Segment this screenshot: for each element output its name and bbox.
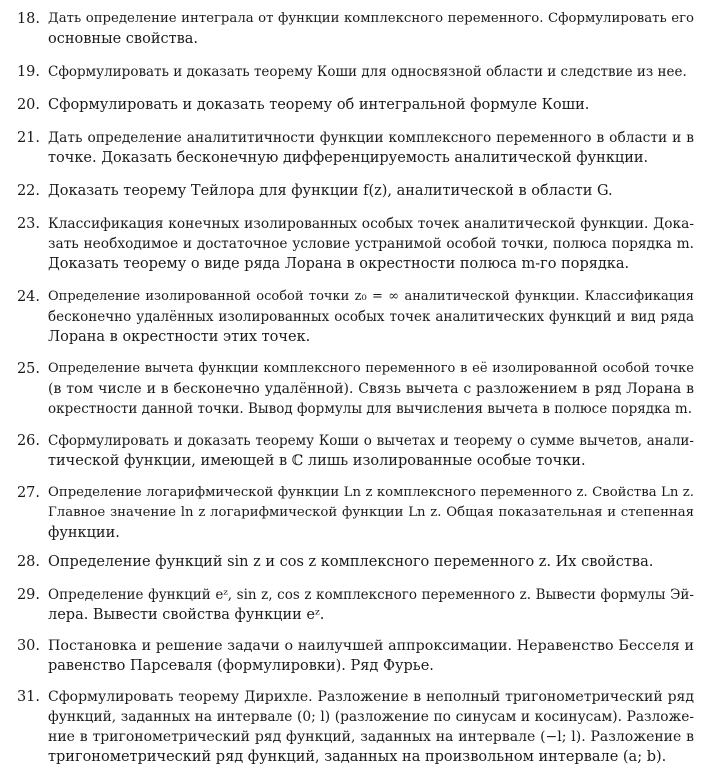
- question-line: Дать определение аналититичности функции комплексного переменного в области и в: [48, 130, 694, 146]
- question-number: 18.: [16, 11, 40, 27]
- question-line: окрестности данной точки. Вывод формулы для вычисления вычета в полюсе порядка m.: [48, 401, 692, 417]
- question-number: 28.: [16, 554, 40, 570]
- question-number: 31.: [16, 689, 40, 705]
- question-number: 21.: [16, 130, 40, 146]
- question-line: (в том числе и в бесконечно удалённой). Связь вычета с разложением в ряд Лорана в: [48, 381, 694, 397]
- question-number: 27.: [16, 485, 40, 501]
- question-line: ние в тригонометрический ряд функций, заданных на интервале (−l; l). Разложение в: [48, 729, 694, 745]
- question-line: зать необходимое и достаточное условие устранимой особой точки, полюса порядка m.: [48, 236, 694, 252]
- question-line: Сформулировать и доказать теорему Коши для односвязной области и следствие из нее.: [48, 64, 687, 80]
- question-line: основные свойства.: [48, 31, 199, 47]
- question-line: равенство Парсеваля (формулировки). Ряд Фурье.: [48, 658, 434, 674]
- question-number: 23.: [16, 216, 40, 232]
- question-line: Определение логарифмической функции Ln z комплексного переменного z. Свойства Ln z.: [48, 485, 694, 500]
- question-number: 19.: [16, 64, 40, 80]
- question-line: тической функции, имеющей в ℂ лишь изолированные особые точки.: [48, 453, 586, 469]
- question-line: Определение функций eᶻ, sin z, cos z комплексного переменного z. Вывести формулы Эй-: [48, 587, 694, 603]
- question-line: Доказать теорему о виде ряда Лорана в окрестности полюса m-го порядка.: [48, 256, 630, 272]
- question-line: Классификация конечных изолированных особых точек аналитической функции. Дока-: [48, 216, 694, 232]
- question-line: точке. Доказать бесконечную дифференцируемость аналитической функции.: [48, 150, 649, 166]
- question-line: Сформулировать и доказать теорему Коши о вычетах и теорему о сумме вычетов, анали-: [48, 433, 694, 449]
- question-line: функций, заданных на интервале (0; l) (разложение по синусам и косинусам). Разложе-: [48, 709, 694, 725]
- question-number: 29.: [16, 587, 40, 603]
- question-line: Сформулировать теорему Дирихле. Разложение в неполный тригонометрический ряд: [48, 689, 694, 705]
- question-number: 24.: [16, 289, 40, 305]
- question-line: Доказать теорему Тейлора для функции f(z), аналитической в области G.: [48, 183, 613, 199]
- question-number: 22.: [16, 183, 40, 199]
- question-line: тригонометрический ряд функций, заданных на произвольном интервале (a; b).: [48, 749, 667, 765]
- question-line: функции.: [48, 525, 120, 541]
- question-line: Определение изолированной особой точки z₀ = ∞ аналитической функции. Классификация: [48, 289, 694, 304]
- question-line: Главное значение ln z логарифмической функции Ln z. Общая показательная и степенная: [48, 505, 694, 520]
- question-number: 30.: [16, 638, 40, 654]
- question-line: Сформулировать и доказать теорему об интегральной формуле Коши.: [48, 97, 590, 113]
- question-number: 25.: [16, 361, 40, 377]
- question-line: лера. Вывести свойства функции eᶻ.: [48, 607, 325, 623]
- question-line: Дать определение интеграла от функции комплексного переменного. Сформулировать его: [48, 11, 694, 26]
- question-line: Определение функций sin z и cos z комплексного переменного z. Их свойства.: [48, 554, 654, 570]
- question-line: бесконечно удалённых изолированных особых точек аналитических функций и вид ряда: [48, 309, 694, 325]
- question-number: 20.: [16, 97, 40, 113]
- question-line: Постановка и решение задачи о наилучшей аппроксимации. Неравенство Бесселя и: [48, 638, 694, 654]
- question-line: Лорана в окрестности этих точек.: [48, 329, 311, 345]
- question-line: Определение вычета функции комплексного переменного в её изолированной особой точке: [48, 361, 694, 376]
- question-number: 26.: [16, 433, 40, 449]
